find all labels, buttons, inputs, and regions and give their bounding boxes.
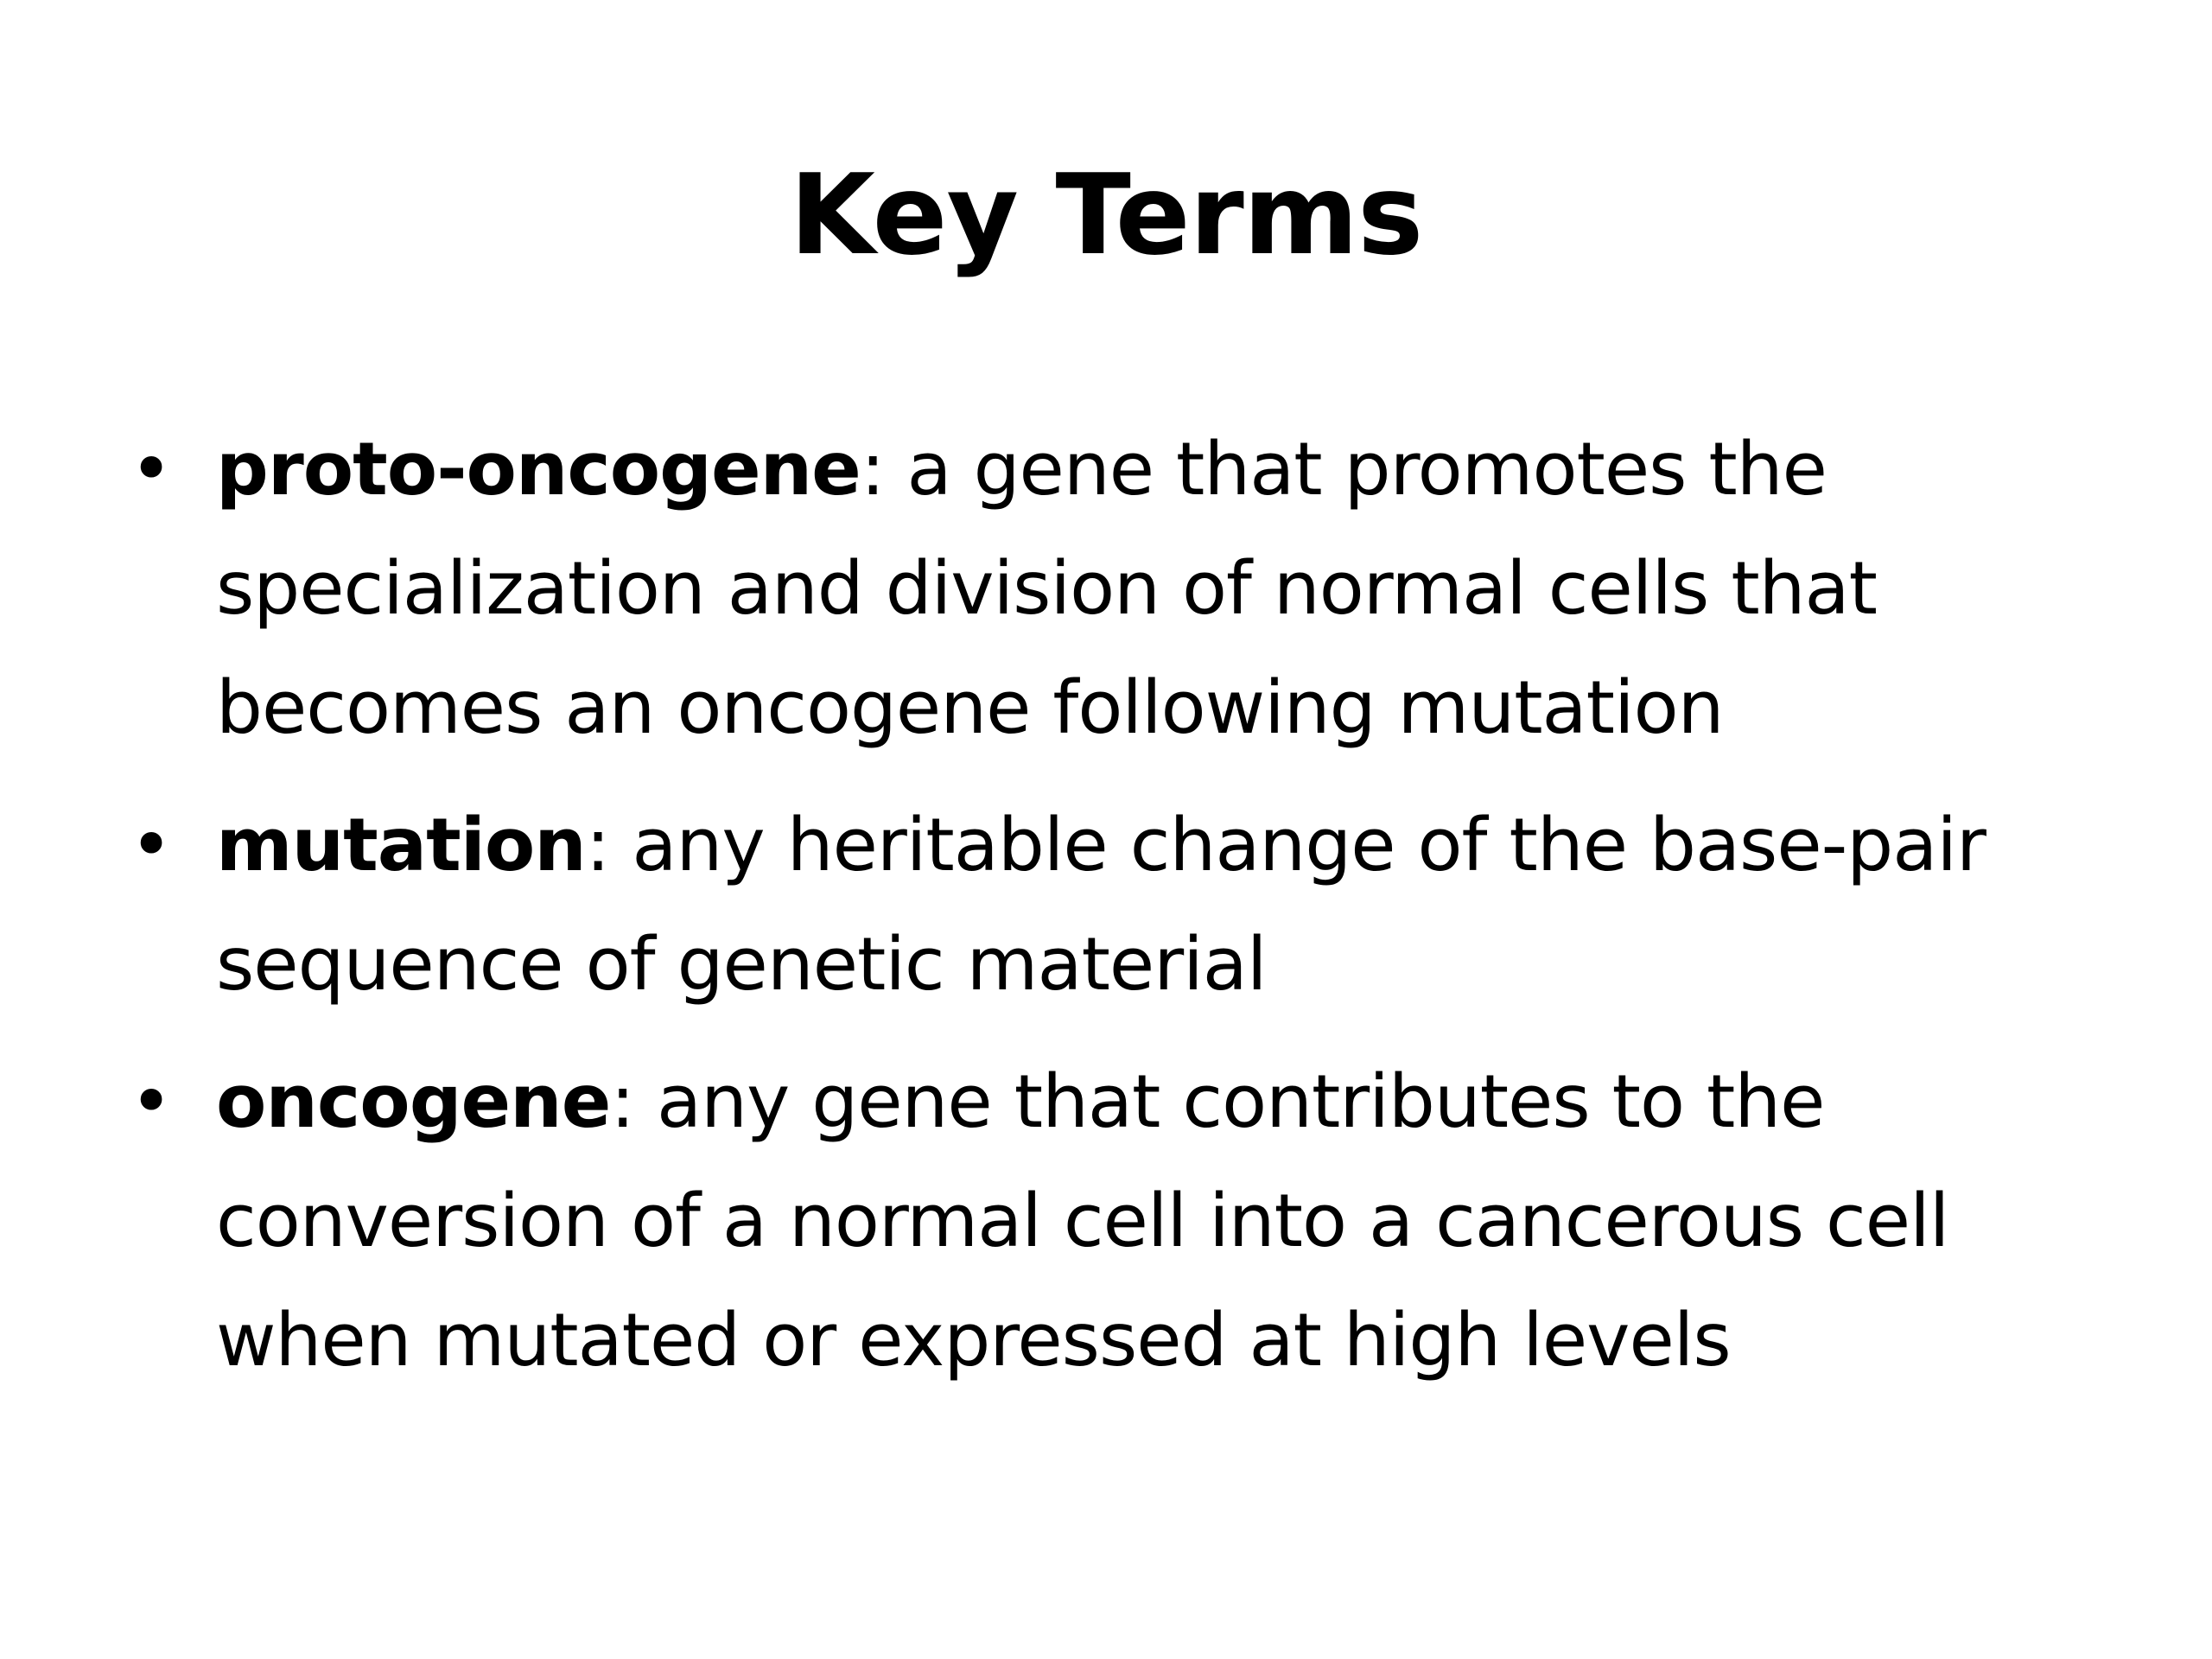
term-item-mutation <box>130 786 2143 1025</box>
term-definition: any heritable change of the base-pair sequence of genetic material <box>216 803 1986 1007</box>
slide-title: Key Terms <box>789 151 1423 280</box>
term-item-oncogene <box>130 1043 2143 1401</box>
term-definition: any gene that contributes to the conversion of a normal cell into a cancerous cell when mutated or expressed at high levels <box>216 1059 1949 1383</box>
term-definition: a gene that promotes the specialization and division of normal cells that becomes an oncogene following mutation <box>216 427 1877 751</box>
term-word: proto-oncogene <box>216 427 861 512</box>
term-separator: : <box>610 1059 634 1145</box>
key-terms-list <box>130 410 2143 1419</box>
term-word: oncogene <box>216 1059 611 1145</box>
term-separator: : <box>860 427 885 512</box>
term-word: mutation <box>216 803 586 888</box>
term-item-proto-oncogene <box>130 410 2143 768</box>
term-separator: : <box>585 803 610 888</box>
